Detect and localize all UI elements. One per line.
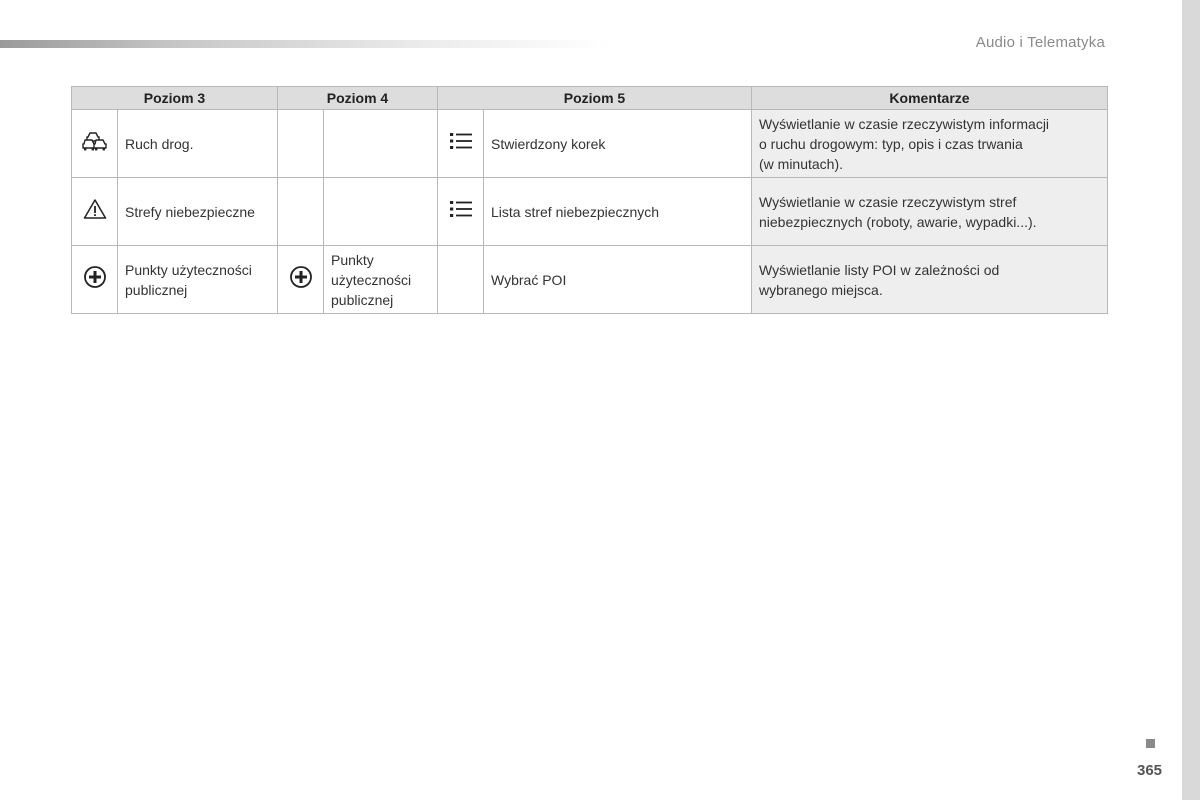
traffic-cars-icon [82, 130, 108, 157]
poi-plus-icon [289, 265, 313, 294]
menu-levels-table [71, 86, 1108, 314]
level5-label: Stwierdzony korek [491, 135, 606, 152]
page-number: 365 [1137, 762, 1163, 779]
level4-icon-cell [278, 110, 324, 178]
level4-label-line: Punkty [331, 251, 374, 268]
table-row [72, 110, 1108, 178]
poi-plus-icon [83, 265, 107, 294]
level5-text-cell [484, 178, 752, 246]
level5-icon-cell [438, 246, 484, 314]
level3-icon-cell [72, 178, 118, 246]
level3-text-cell [118, 178, 278, 246]
comment-line: wybranego miejsca. [759, 281, 883, 298]
level4-text-cell [324, 246, 438, 314]
page-marker-square [1146, 739, 1155, 748]
list-icon [449, 131, 473, 156]
header-comments: Komentarze [752, 87, 1108, 110]
level4-text-cell [324, 110, 438, 178]
level5-label: Lista stref niebezpiecznych [491, 203, 660, 220]
table-row [72, 178, 1108, 246]
header-level5: Poziom 5 [438, 87, 752, 110]
level5-label: Wybrać POI [491, 271, 567, 288]
level3-text-cell [118, 110, 278, 178]
header-gradient-bar [0, 40, 610, 48]
page-edge-strip [1182, 0, 1200, 800]
level4-label-line: użyteczności [331, 271, 412, 288]
table-row [72, 246, 1108, 314]
level3-icon-cell [72, 246, 118, 314]
comment-cell [752, 110, 1108, 178]
table-header-row [72, 87, 1108, 110]
warning-triangle-icon [83, 198, 107, 225]
comment-line: Wyświetlanie w czasie rzeczywistym stref [759, 193, 1017, 210]
comment-line: o ruchu drogowym: typ, opis i czas trwania [759, 135, 1023, 152]
comment-cell [752, 178, 1108, 246]
comment-line: (w minutach). [759, 155, 844, 172]
level4-label-line: publicznej [331, 291, 394, 308]
comment-cell [752, 246, 1108, 314]
level5-icon-cell [438, 178, 484, 246]
comment-line: Wyświetlanie listy POI w zależności od [759, 261, 1000, 278]
level5-icon-cell [438, 110, 484, 178]
level3-label: Ruch drog. [125, 135, 194, 152]
header-level4: Poziom 4 [278, 87, 438, 110]
level3-text-cell [118, 246, 278, 314]
comment-line: niebezpiecznych (roboty, awarie, wypadki...). [759, 213, 1037, 230]
level5-text-cell [484, 110, 752, 178]
level3-label-line: Punkty użyteczności [125, 261, 252, 278]
level3-icon-cell [72, 110, 118, 178]
level5-text-cell [484, 246, 752, 314]
header-level3: Poziom 3 [72, 87, 278, 110]
level4-text-cell [324, 178, 438, 246]
level3-label-line: publicznej [125, 281, 188, 298]
level4-icon-cell [278, 246, 324, 314]
level4-icon-cell [278, 178, 324, 246]
list-icon [449, 199, 473, 224]
comment-line: Wyświetlanie w czasie rzeczywistym informacji [759, 115, 1050, 132]
level3-label: Strefy niebezpieczne [125, 203, 255, 220]
section-title: Audio i Telematyka [975, 34, 1105, 51]
